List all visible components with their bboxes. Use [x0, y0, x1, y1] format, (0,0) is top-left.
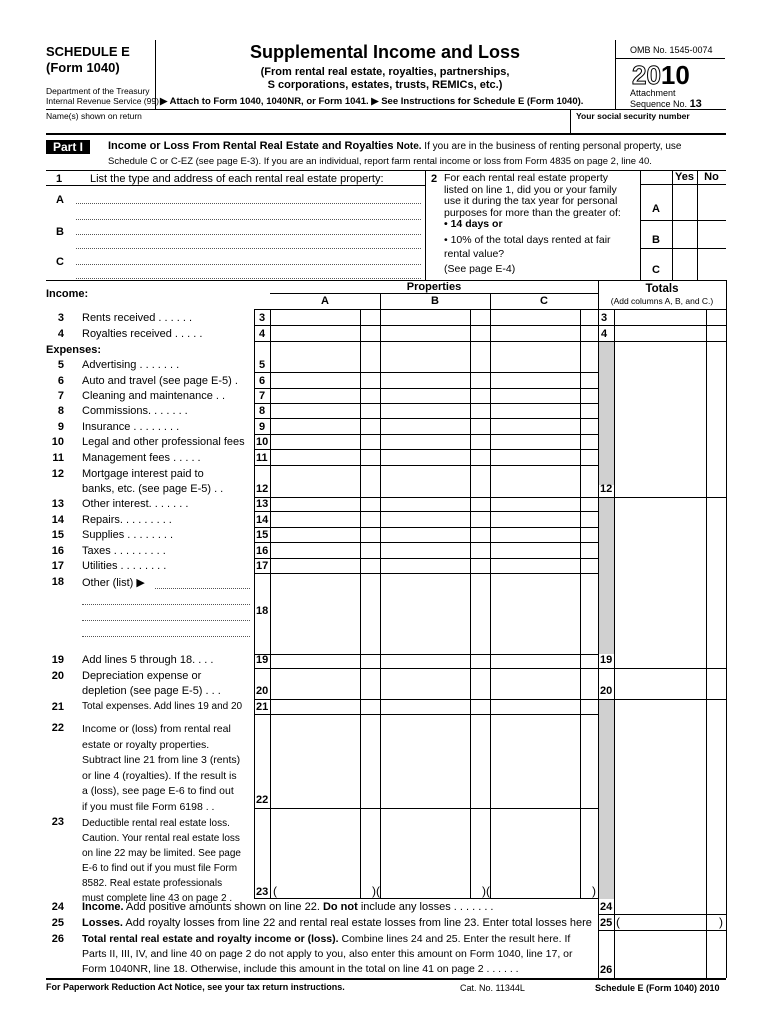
line-26-total-input[interactable]	[615, 962, 725, 978]
q2-row-a: A	[652, 203, 660, 215]
line-9-label: Insurance . . . . . . . .	[82, 421, 180, 433]
line-20-number: 20	[51, 670, 64, 682]
names-shown-label: Name(s) shown on return	[46, 111, 142, 121]
line-13-box: 13	[256, 498, 269, 510]
ssn-label: Your social security number	[576, 111, 690, 121]
q2-text: For each rental real estate property listed on line 1, did you or your family use it during the tax year for personal purposes for more than the greater of: • 14 days or • 10% of the total days rented at fair rental value? (See page E-4)	[444, 172, 621, 275]
omb-number: OMB No. 1545-0074	[630, 45, 713, 55]
line-25-number: 25	[51, 917, 64, 929]
line-26-total-box: 26	[600, 964, 613, 976]
line-25-label: Losses. Add royalty losses from line 22 and rental real estate losses from line 23. Enter total losses here	[82, 917, 592, 929]
paperwork-notice: For Paperwork Reduction Act Notice, see your tax return instructions.	[46, 982, 345, 992]
q2-c-yes-checkbox[interactable]	[673, 249, 696, 279]
line-12-total-input[interactable]	[615, 481, 725, 496]
line-4-box: 4	[259, 328, 266, 340]
line-7-label: Cleaning and maintenance . .	[82, 390, 226, 402]
line-19-total-box: 19	[600, 654, 613, 666]
part-1-tag: Part I	[46, 140, 90, 154]
line-4-number: 4	[57, 328, 64, 340]
line-13-number: 13	[51, 498, 64, 510]
cat-number: Cat. No. 11344L	[460, 983, 525, 993]
line-25-total-box: 25	[600, 917, 613, 929]
line-3-number: 3	[57, 312, 64, 324]
line-17-label: Utilities . . . . . . . .	[82, 560, 167, 572]
line-23-c-input[interactable]	[499, 884, 589, 898]
line-3-input[interactable]	[271, 310, 598, 325]
form-subtitle-2: S corporations, estates, trusts, REMICs, etc.)	[267, 79, 503, 91]
q2-row-b: B	[652, 234, 660, 246]
attach-instruction: ▶ Attach to Form 1040, 1040NR, or Form 1041. ▶ See Instructions for Schedule E (Form 1040).	[160, 96, 584, 107]
line-8-label: Commissions. . . . . . .	[82, 405, 188, 417]
part-1-note-2: Schedule C or C-EZ (see page E-3). If you are an individual, report farm rental income or loss from Form 4835 on page 2, line 40.	[108, 156, 652, 167]
line-3-total-box: 3	[601, 312, 608, 324]
q2-number: 2	[431, 173, 438, 185]
line-16-label: Taxes . . . . . . . . .	[82, 545, 166, 557]
line-9-box: 9	[259, 421, 266, 433]
line-17-number: 17	[51, 560, 64, 572]
line-19-number: 19	[51, 654, 64, 666]
line-24-total-input[interactable]	[615, 900, 725, 914]
line-21-label: Total expenses. Add lines 19 and 20	[82, 701, 243, 712]
line-12-box: 12	[256, 483, 269, 495]
line-8-box: 8	[259, 405, 266, 417]
line-23-label: Deductible rental real estate loss. Caution. Your rental real estate loss on line 22 may be limited. See page E-6 to find out if you must file Form 8582. Real estate professionals must complete line 43 on page 2 .	[82, 818, 241, 904]
line-24-total-box: 24	[600, 901, 613, 913]
totals-subheading: (Add columns A, B, and C.)	[610, 296, 714, 306]
line-21-box: 21	[256, 701, 269, 713]
line-20-total-box: 20	[600, 685, 613, 697]
line-12-number: 12	[51, 468, 64, 480]
line-4-label: Royalties received . . . . .	[82, 328, 203, 340]
line-1-number: 1	[56, 173, 63, 185]
line-7-box: 7	[259, 390, 266, 402]
line-18-box: 18	[256, 605, 269, 617]
form-subtitle-1: (From rental real estate, royalties, partnerships,	[260, 66, 510, 78]
line-20-label-2: depletion (see page E-5) . . .	[82, 685, 221, 697]
line-24-number: 24	[51, 901, 64, 913]
line-9-number: 9	[57, 421, 64, 433]
line-23-box: 23	[256, 886, 269, 898]
sequence-label: Sequence No. 13	[630, 98, 702, 110]
q2-b-no-checkbox[interactable]	[698, 221, 725, 247]
line-20-box: 20	[256, 685, 269, 697]
q2-b-yes-checkbox[interactable]	[673, 221, 696, 247]
line-18-number: 18	[51, 576, 64, 588]
attachment-label: Attachment	[630, 88, 676, 98]
line-6-box: 6	[259, 375, 266, 387]
line-21-number: 21	[51, 701, 64, 713]
no-header: No	[704, 171, 719, 183]
line-3-label: Rents received . . . . . .	[82, 312, 193, 324]
q2-a-no-checkbox[interactable]	[698, 186, 725, 219]
line-8-number: 8	[57, 405, 64, 417]
line-26-label-3: Form 1040NR, line 18. Otherwise, include this amount in the total on line 41 on page 2 . . . . . .	[82, 963, 519, 975]
row-b-label: B	[56, 226, 64, 238]
line-12-label-2: banks, etc. (see page E-5) . .	[82, 483, 224, 495]
line-10-label: Legal and other professional fees	[82, 436, 245, 448]
line-23-number: 23	[51, 816, 64, 828]
q2-c-no-checkbox[interactable]	[698, 249, 725, 279]
schedule-title: SCHEDULE E	[46, 44, 130, 59]
line-22-label: Income or (loss) from rental real estate or royalty properties. Subtract line 21 from line 3 (rents) or line 4 (royalties). If the result is a (loss), see page E-6 to find out if you must file Form 6198 . .	[82, 723, 241, 813]
line-22-box: 22	[256, 794, 269, 806]
line-26-label-2: Parts II, III, IV, and line 40 on page 2 do not apply to you, also enter this amount on Form 1040, line 17, or	[82, 948, 573, 960]
line-19-total-input[interactable]	[615, 655, 725, 668]
line-6-label: Auto and travel (see page E-5) .	[82, 375, 238, 387]
line-15-number: 15	[51, 529, 64, 541]
totals-heading: Totals	[645, 283, 679, 295]
line-5-box: 5	[259, 359, 266, 371]
line-20-label-1: Depreciation expense or	[82, 670, 202, 682]
yes-header: Yes	[675, 171, 694, 183]
irs-label: Internal Revenue Service (99)	[46, 96, 159, 106]
line-22-number: 22	[51, 722, 64, 734]
line-26-number: 26	[51, 933, 64, 945]
line-15-box: 15	[256, 529, 269, 541]
line-25-total-input[interactable]	[622, 916, 717, 930]
column-c-heading: C	[540, 295, 548, 307]
row-a-label: A	[56, 194, 64, 206]
line-1-text: List the type and address of each rental real estate property:	[90, 173, 384, 185]
line-15-label: Supplies . . . . . . . .	[82, 529, 174, 541]
line-4-input[interactable]	[271, 326, 598, 341]
form-number: (Form 1040)	[46, 60, 120, 75]
line-12-label-1: Mortgage interest paid to	[82, 468, 204, 480]
line-3-box: 3	[259, 312, 266, 324]
line-23-b-input[interactable]	[389, 884, 479, 898]
line-4-total-input[interactable]	[615, 326, 725, 341]
column-a-heading: A	[321, 295, 329, 307]
column-b-heading: B	[431, 295, 439, 307]
line-10-number: 10	[51, 436, 64, 448]
line-26-label-1: Total rental real estate and royalty income or (loss). Combine lines 24 and 25. Enter the result here. If	[82, 933, 571, 945]
line-12-total-box: 12	[600, 483, 613, 495]
line-5-number: 5	[57, 359, 64, 371]
line-14-number: 14	[51, 514, 64, 526]
line-18-label: Other (list) ▶	[82, 577, 145, 589]
line-16-number: 16	[51, 545, 64, 557]
q2-a-yes-checkbox[interactable]	[673, 186, 696, 219]
line-14-box: 14	[256, 514, 269, 526]
line-17-box: 17	[256, 560, 269, 572]
line-3-total-input[interactable]	[615, 310, 725, 325]
tax-year: 2010	[632, 60, 690, 90]
line-13-label: Other interest. . . . . . .	[82, 498, 189, 510]
line-11-box: 11	[256, 452, 268, 464]
row-c-label: C	[56, 256, 64, 268]
line-11-number: 11	[52, 452, 64, 464]
line-4-total-box: 4	[601, 328, 608, 340]
income-heading: Income:	[46, 288, 89, 300]
line-23-a-input[interactable]	[279, 884, 369, 898]
expenses-heading: Expenses:	[46, 344, 102, 356]
properties-heading: Properties	[406, 281, 462, 293]
line-6-number: 6	[57, 375, 64, 387]
line-24-label: Income. Add positive amounts shown on line 22. Do not include any losses . . . . . . .	[82, 901, 494, 913]
line-10-box: 10	[256, 436, 269, 448]
line-16-box: 16	[256, 545, 269, 557]
line-14-label: Repairs. . . . . . . . .	[82, 514, 172, 526]
line-20-total-input[interactable]	[615, 684, 725, 699]
line-7-number: 7	[57, 390, 64, 402]
form-reference: Schedule E (Form 1040) 2010	[595, 983, 720, 993]
line-11-label: Management fees . . . . .	[82, 452, 201, 464]
form-title: Supplemental Income and Loss	[249, 42, 521, 62]
part-1-heading: Income or Loss From Rental Real Estate and Royalties Note. If you are in the business of renting personal property, use	[108, 140, 682, 152]
dept-treasury: Department of the Treasury	[46, 86, 150, 96]
line-5-label: Advertising . . . . . . .	[82, 359, 180, 371]
q2-row-c: C	[652, 264, 660, 276]
line-19-label: Add lines 5 through 18. . . .	[82, 654, 214, 666]
line-19-box: 19	[256, 654, 269, 666]
